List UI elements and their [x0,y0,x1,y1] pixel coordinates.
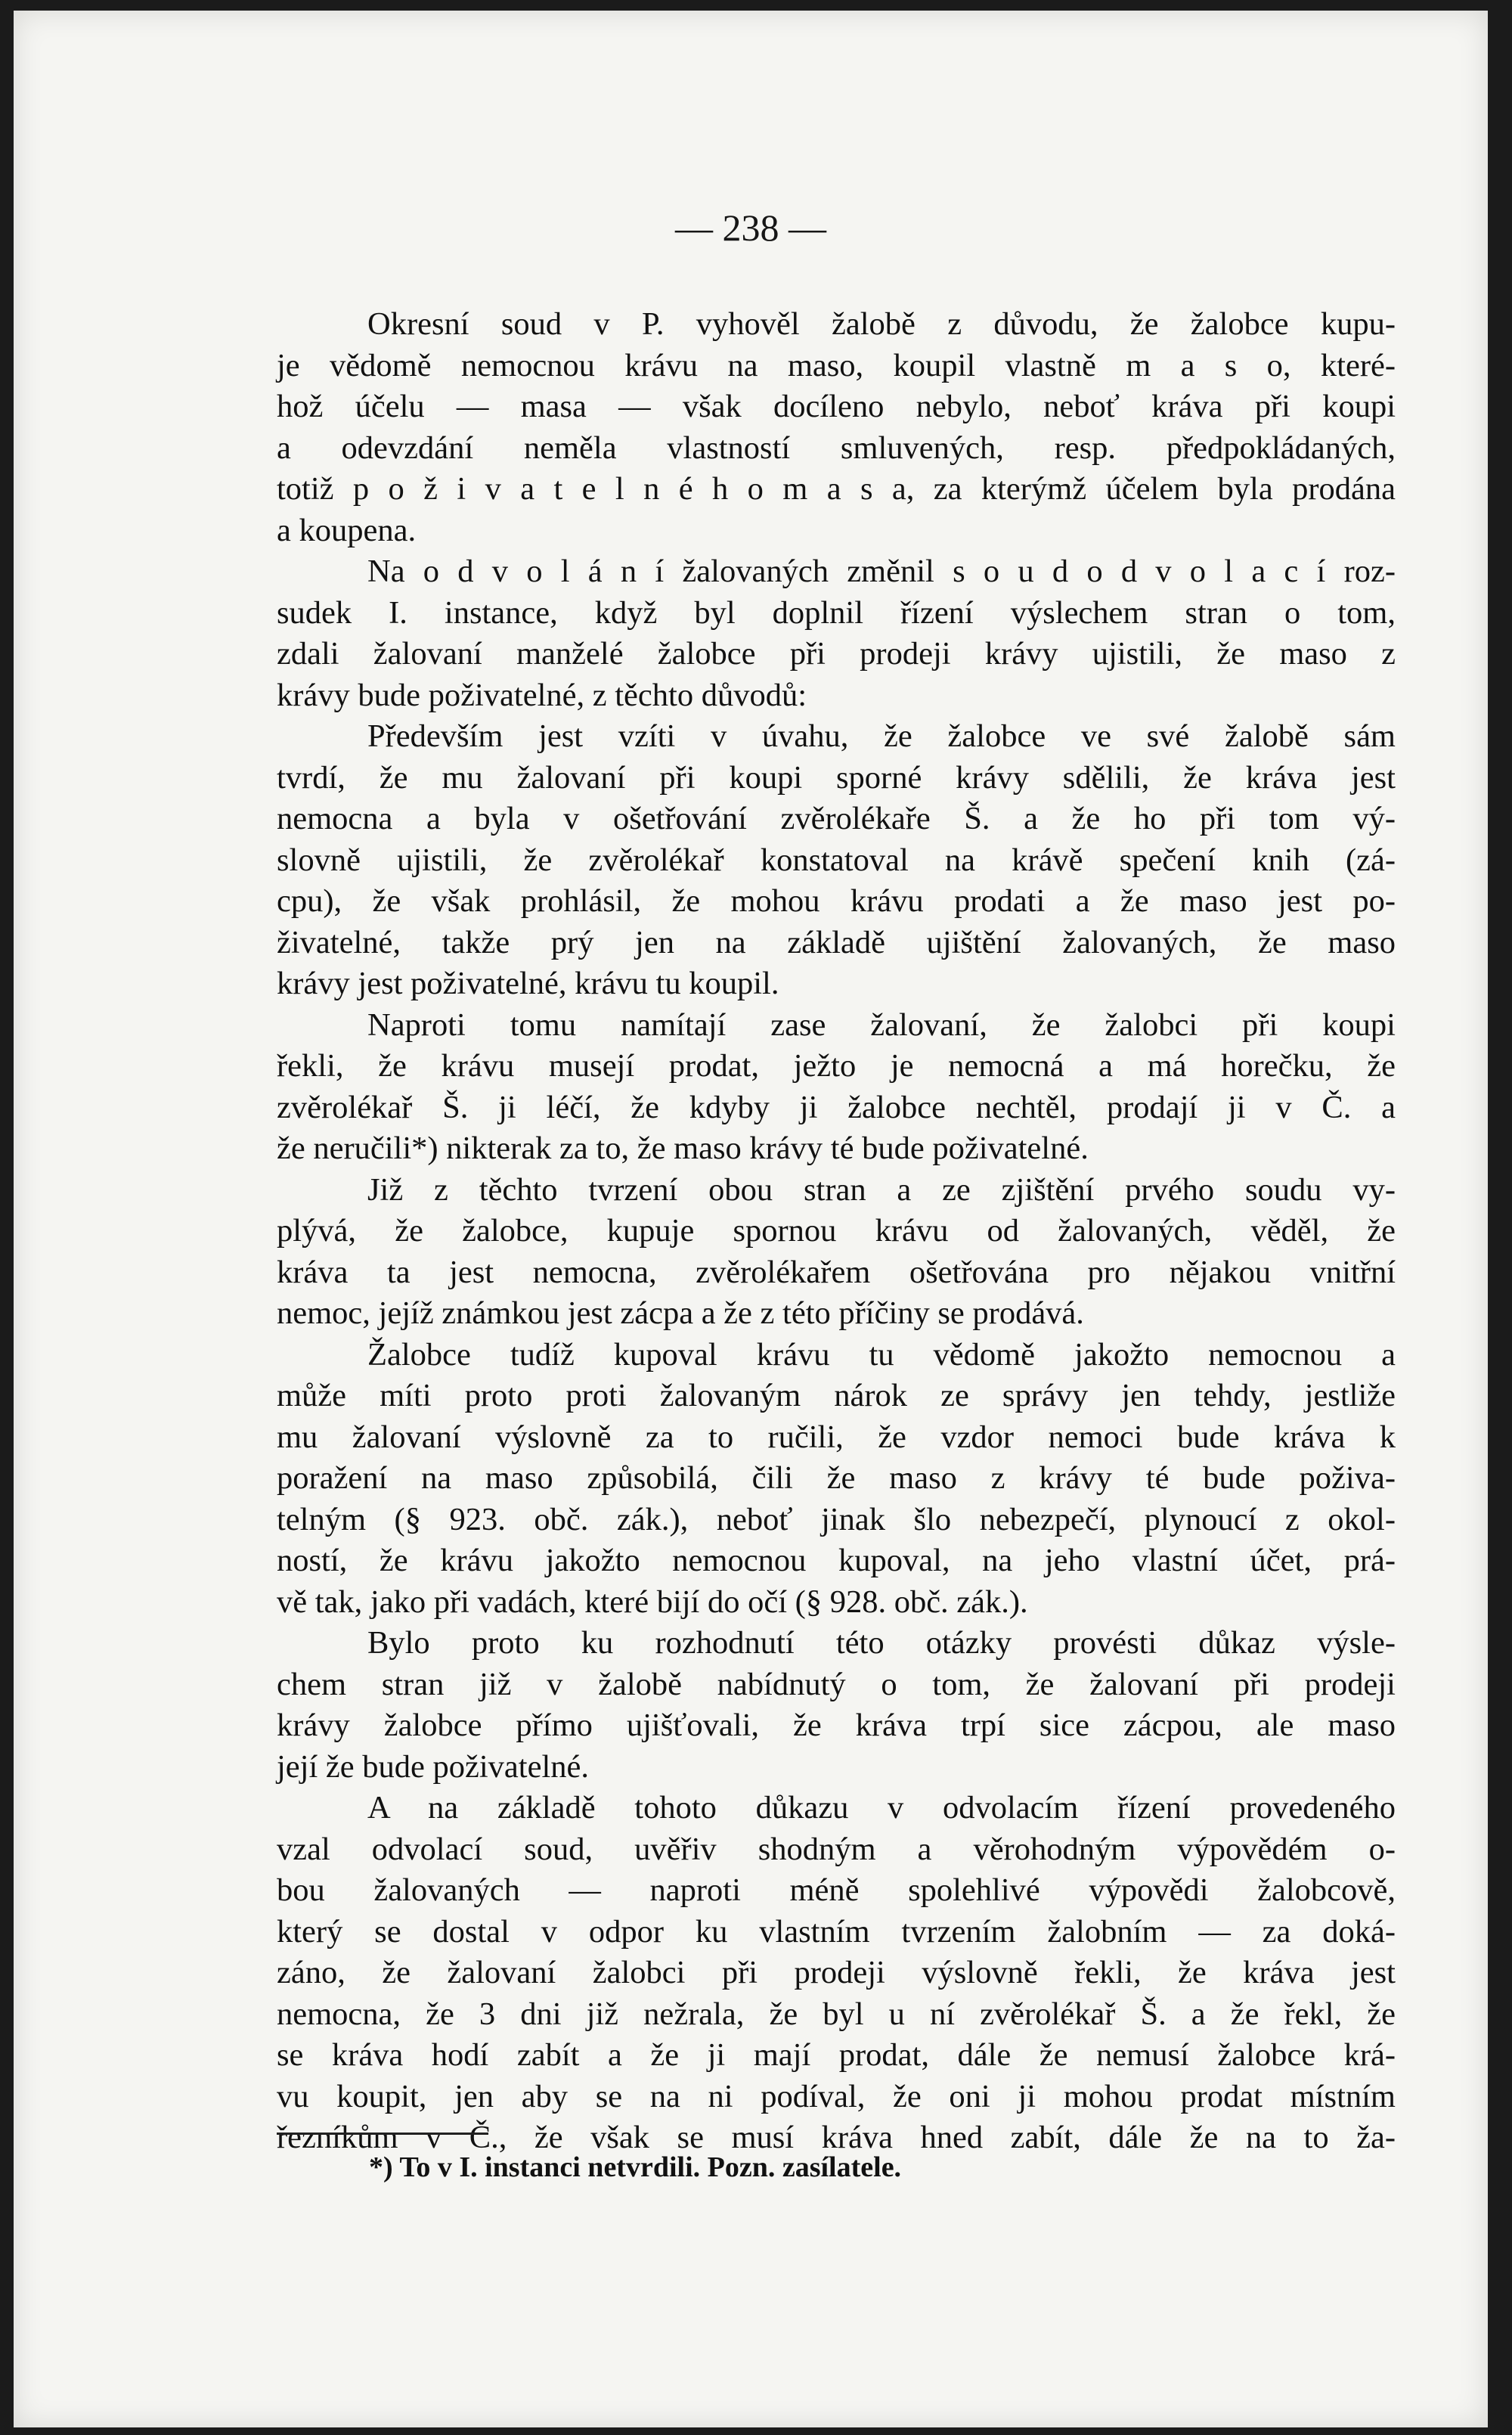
text-line: telným (§ 923. obč. zák.), neboť jinak šlo nebezpečí, plynoucí z okol- [277,1501,1396,1537]
text-line: tvrdí, že mu žalovaní při koupi sporné krávy sdělili, že kráva jest [277,759,1396,796]
text-line: že neručili*) nikterak za to, že maso krávy té bude poživatelné. [277,1131,1089,1166]
text-line: krávy jest poživatelné, krávu tu koupil. [277,966,779,1001]
text-line: hož účelu — masa — však docíleno nebylo, neboť kráva při koupi [277,389,1396,424]
text-line: vzal odvolací soud, uvěřiv shodným a věrohodným výpovědém o- [277,1831,1396,1867]
document-page [14,11,1488,2427]
footnote-rule [277,2133,488,2135]
text-line: může míti proto proti žalovaným nárok ze správy jen tehdy, jestliže [277,1378,1396,1413]
text-line: zvěrolékař Š. ji léčí, že kdyby ji žalobce nechtěl, prodají ji v Č. a [277,1089,1396,1125]
text-line: ností, že krávu jakožto nemocnou kupoval, na jeho vlastní účet, prá- [277,1543,1396,1578]
text-line: Žalobce tudíž kupoval krávu tu vědomě jakožto nemocnou a [367,1336,1396,1373]
text-line: mu žalovaní výslovně za to ručili, že vzdor nemoci bude kráva k [277,1419,1396,1455]
text-line: Především jest vzíti v úvahu, že žalobce ve své žalobě sám [367,718,1396,754]
text-line: a koupena. [277,512,417,548]
text-line: Již z těchto tvrzení obou stran a ze zjištění prvého soudu vy- [367,1171,1396,1208]
text-line: totiž p o ž i v a t e l n é h o m a s a, za kterýmž účelem byla prodána [277,471,1396,507]
text-line: Na o d v o l á n í žalovaných změnil s o u d o d v o l a c í roz- [367,554,1396,589]
text-line: nemocna a byla v ošetřování zvěrolékaře Š. a že ho při tom vý- [277,801,1396,836]
footnote: *) To v I. instanci netvrdili. Pozn. zasílatele. [369,2151,902,2183]
text-line: vu koupit, jen aby se na ni podíval, že oni ji mohou prodat místním [277,2078,1396,2114]
text-line: krávy bude poživatelné, z těchto důvodů: [277,677,807,713]
text-line: její že bude poživatelné. [277,1748,590,1785]
text-line: který se dostal v odpor ku vlastním tvrzením žalobním — za doká- [277,1913,1396,1950]
page-number: — 238 — [675,206,826,249]
text-line: Okresní soud v P. vyhověl žalobě z důvodu, že žalobce kupu- [367,306,1396,342]
text-line: nemocna, že 3 dni již nežrala, že byl u ní zvěrolékař Š. a že řekl, že [277,1996,1396,2032]
text-line: plývá, že žalobce, kupuje spornou krávu od žalovaných, věděl, že [277,1213,1396,1249]
text-line: živatelné, takže prý jen na základě ujištění žalovaných, že maso [277,924,1396,960]
text-line: nemoc, jejíž známkou jest zácpa a že z této příčiny se prodává. [277,1295,1084,1331]
text-line: zdali žalovaní manželé žalobce při prodeji krávy ujistili, že maso z [277,636,1396,672]
text-line: kráva ta jest nemocna, zvěrolékařem ošetřována pro nějakou vnitřní [277,1254,1396,1290]
text-line: A na základě tohoto důkazu v odvolacím řízení provedeného [367,1790,1396,1825]
text-line: cpu), že však prohlásil, že mohou krávu prodati a že maso jest po- [277,883,1396,919]
text-line: řekli, že krávu musejí prodat, ježto je nemocná a má horečku, že [277,1048,1396,1084]
text-line: a odevzdání neměla vlastností smluvených, resp. předpokládaných, [277,430,1396,466]
text-line: chem stran již v žalobě nabídnutý o tom, že žalovaní při prodeji [277,1666,1396,1702]
text-line: Bylo proto ku rozhodnutí této otázky provésti důkaz výsle- [367,1625,1396,1661]
text-line: poražení na maso způsobilá, čili že maso z krávy té bude poživa- [277,1460,1396,1496]
text-line: Naproti tomu namítají zase žalovaní, že žalobci při koupi [367,1007,1396,1043]
text-line: slovně ujistili, že zvěrolékař konstatoval na krávě spečení knih (zá- [277,842,1396,878]
text-line: řezníkům v Č., že však se musí kráva hned zabít, dále že na to ža- [277,2120,1396,2155]
text-line: vě tak, jako při vadách, které bijí do očí (§ 928. obč. zák.). [277,1584,1028,1620]
text-line: sudek I. instance, když byl doplnil řízení výslechem stran o tom, [277,594,1396,631]
text-line: záno, že žalovaní žalobci při prodeji výslovně řekli, že kráva jest [277,1955,1396,1990]
text-line: bou žalovaných — naproti méně spolehlivé výpovědi žalobcově, [277,1872,1396,1908]
text-line: je vědomě nemocnou krávu na maso, koupil vlastně m a s o, které- [277,347,1396,383]
text-line: se kráva hodí zabít a že ji mají prodat, dále že nemusí žalobce krá- [277,2037,1396,2073]
body-text [277,304,1396,2159]
text-line: krávy žalobce přímo ujišťovali, že kráva trpí sice zácpou, ale maso [277,1708,1396,1743]
